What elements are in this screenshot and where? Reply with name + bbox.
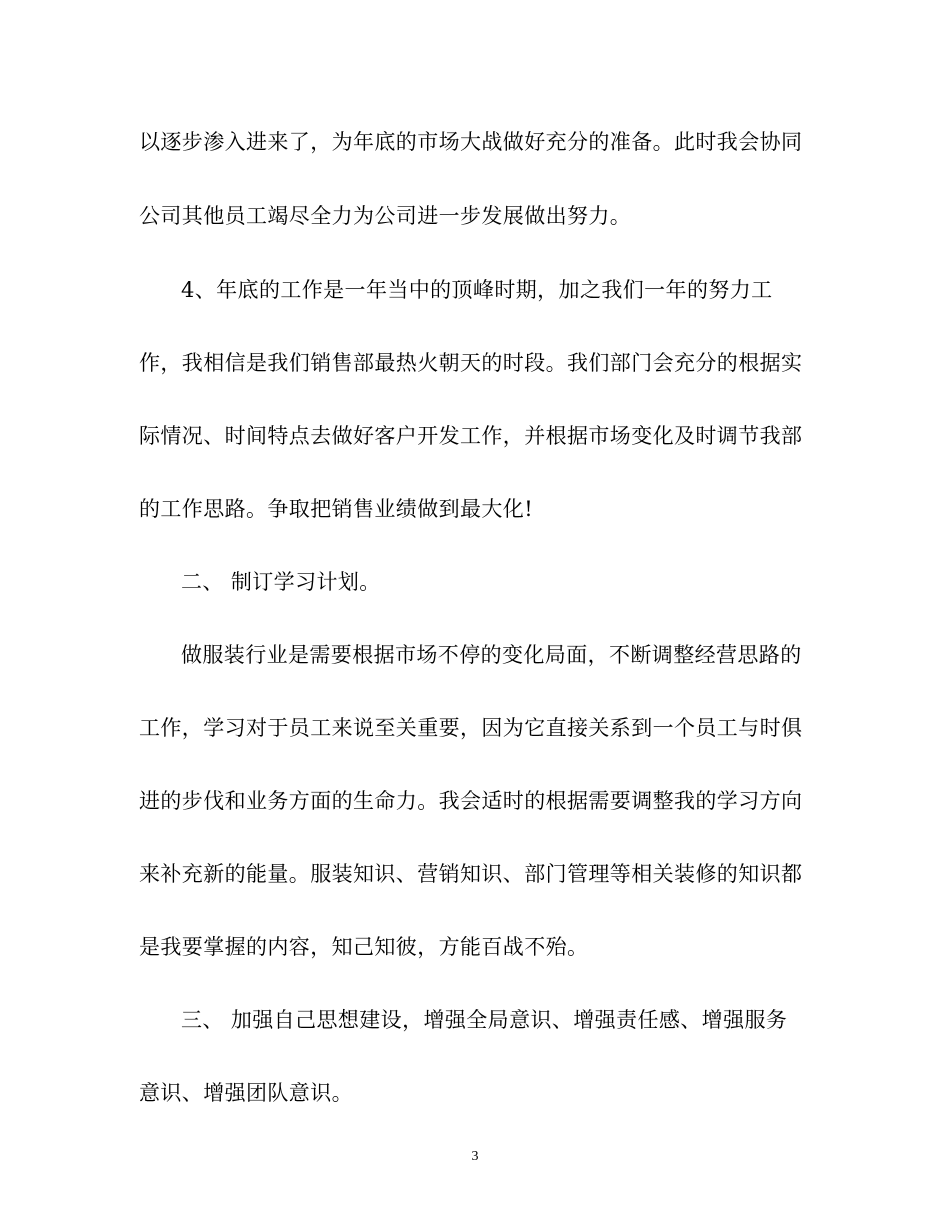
- page-number: 3: [471, 1149, 479, 1164]
- section-heading-three: 三、 加强自己思想建设，增强全局意识、增强责任感、增强服务: [181, 1008, 788, 1032]
- text-line-3: 4、年底的工作是一年当中的顶峰时期，加之我们一年的努力工: [181, 278, 773, 302]
- text-line-1: 以逐步渗入进来了，为年底的市场大战做好充分的准备。此时我会协同: [139, 130, 803, 154]
- text-line-10: 进的步伐和业务方面的生命力。我会适时的根据需要调整我的学习方向: [139, 789, 803, 813]
- text-line-6: 的工作思路。争取把销售业绩做到最大化!: [139, 497, 534, 521]
- text-line-11: 来补充新的能量。服装知识、营销知识、部门管理等相关装修的知识都: [139, 862, 803, 886]
- text-line-4: 作，我相信是我们销售部最热火朝天的时段。我们部门会充分的根据实: [139, 351, 803, 375]
- section-heading-two: 二、 制订学习计划。: [181, 570, 381, 594]
- text-line-12: 是我要掌握的内容，知己知彼，方能百战不殆。: [139, 935, 589, 959]
- text-line-9: 工作，学习对于员工来说至关重要，因为它直接关系到一个员工与时俱: [139, 716, 803, 740]
- text-line-5: 际情况、时间特点去做好客户开发工作，并根据市场变化及时调节我部: [139, 424, 803, 448]
- text-line-14: 意识、增强团队意识。: [139, 1081, 353, 1105]
- text-line-8: 做服装行业是需要根据市场不停的变化局面，不断调整经营思路的: [181, 643, 802, 667]
- text-line-2: 公司其他员工竭尽全力为公司进一步发展做出努力。: [139, 204, 632, 228]
